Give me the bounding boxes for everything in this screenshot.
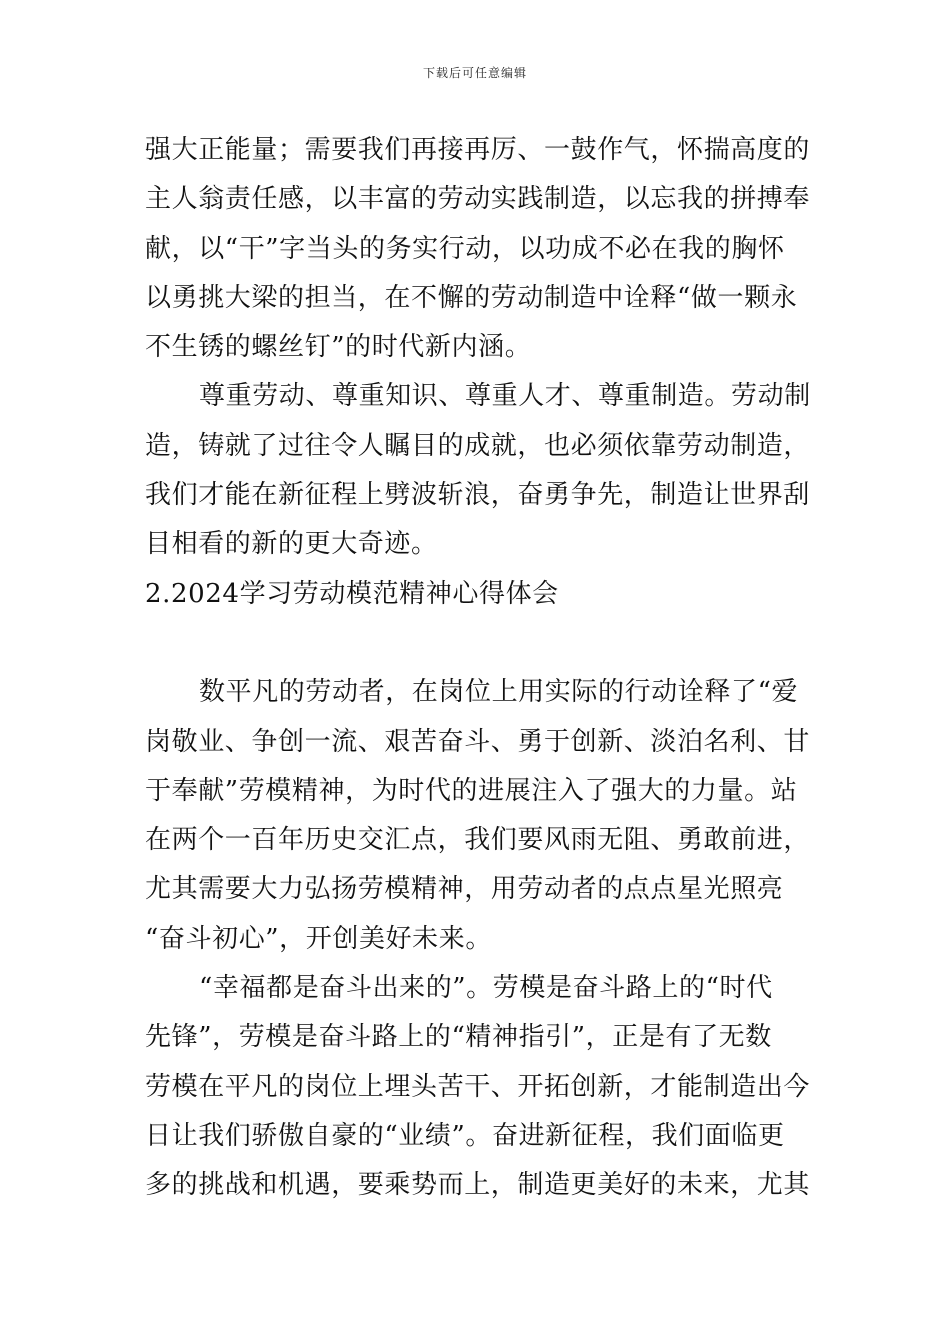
section-heading: 2.2024学习劳动模范精神心得体会 bbox=[145, 578, 559, 609]
text-line: 我们才能在新征程上劈波斩浪，奋勇争先，制造让世界刮 bbox=[145, 480, 811, 511]
text-line: 在两个一百年历史交汇点，我们要风雨无阻、勇敢前进， bbox=[145, 825, 811, 856]
paragraph-respect-labor bbox=[145, 372, 810, 569]
text-line: 目相看的新的更大奇迹。 bbox=[145, 529, 438, 560]
page-header-note: 下载后可任意编辑 bbox=[422, 66, 527, 80]
text-line: 不生锈的螺丝钉”的时代新内涵。 bbox=[145, 332, 532, 363]
text-line: 劳模在平凡的岗位上埋头苦干、开拓创新，才能制造出今 bbox=[145, 1071, 811, 1102]
text-line: 岗敬业、争创一流、艰苦奋斗、勇于创新、淡泊名利、甘 bbox=[145, 726, 811, 757]
document-body bbox=[145, 126, 810, 1211]
text-line: “奋斗初心”，开创美好未来。 bbox=[145, 923, 492, 954]
text-line: 于奉献”劳模精神，为时代的进展注入了强大的力量。站 bbox=[145, 775, 798, 806]
text-line: 造，铸就了过往令人瞩目的成就，也必须依靠劳动制造， bbox=[145, 430, 811, 461]
text-line: 数平凡的劳动者，在岗位上用实际的行动诠释了“爱 bbox=[199, 677, 799, 708]
text-line: 主人翁责任感，以丰富的劳动实践制造，以忘我的拼搏奉 bbox=[145, 184, 811, 215]
text-line: “幸福都是奋斗出来的”。劳模是奋斗路上的“时代 bbox=[199, 973, 773, 1004]
blank-line bbox=[145, 619, 810, 668]
text-line: 日让我们骄傲自豪的“业绩”。奋进新征程，我们面临更 bbox=[145, 1120, 785, 1151]
paragraph-happiness bbox=[145, 964, 810, 1210]
paragraph-ordinary-workers bbox=[145, 668, 810, 964]
text-line: 多的挑战和机遇，要乘势而上，制造更美好的未来，尤其 bbox=[145, 1170, 811, 1201]
text-line: 先锋”，劳模是奋斗路上的“精神指引”，正是有了无数 bbox=[145, 1022, 772, 1053]
text-line: 尊重劳动、尊重知识、尊重人才、尊重制造。劳动制 bbox=[199, 381, 811, 412]
text-line: 强大正能量；需要我们再接再厉、一鼓作气，怀揣高度的 bbox=[145, 135, 811, 165]
text-line: 尤其需要大力弘扬劳模精神，用劳动者的点点星光照亮 bbox=[145, 874, 784, 905]
paragraph-continued bbox=[145, 126, 810, 372]
text-line: 以勇挑大梁的担当，在不懈的劳动制造中诠释“做一颗永 bbox=[145, 282, 798, 313]
text-line: 献，以“干”字当头的务实行动，以功成不必在我的胸怀 bbox=[145, 233, 785, 264]
